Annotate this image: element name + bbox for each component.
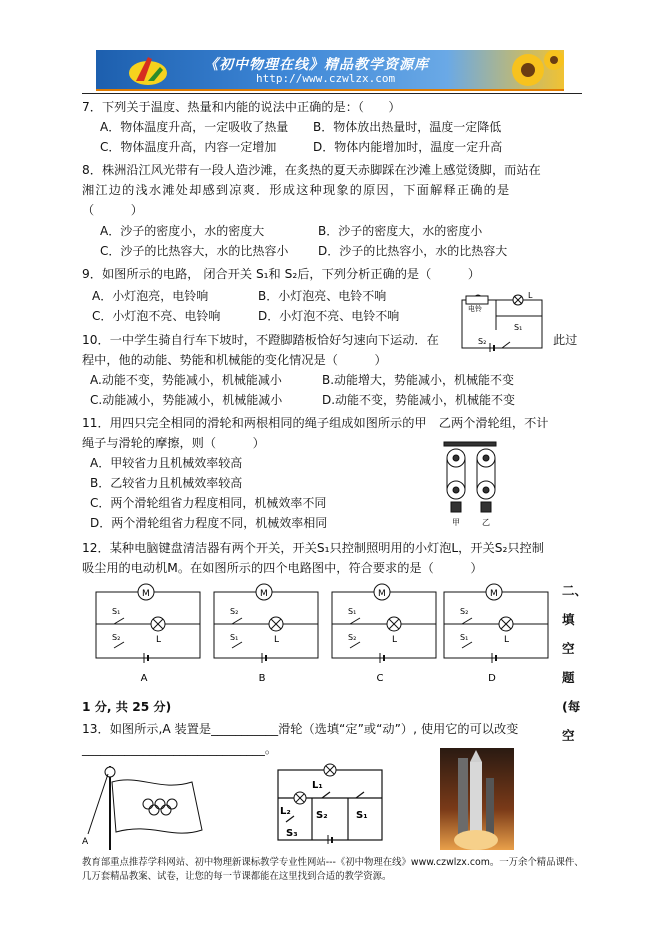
header-rule [82,93,582,94]
circuit-option-label: D [488,673,496,684]
section2-char: 二、 [562,583,588,598]
lamp-label: L [274,635,280,645]
q12-line1: 12．某种电脑键盘清洁器有两个开关，开关S₁只控制照明用的小灯泡L，开关S₂只控制 [82,541,544,555]
q11-option-b: B．乙较省力且机械效率较高 [90,476,243,490]
logo-icon [126,53,170,87]
q10-option-a: A.动能不变，势能减小，机械能减小 [90,373,282,387]
circuit-frame [444,592,548,658]
switch-s1 [462,642,472,648]
rocket-launch-photo [440,748,514,850]
q8-option-a: A．沙子的密度小，水的密度大 [100,224,265,238]
section2-continuation: 1 分, 共 25 分) [82,700,172,714]
q10-option-d: D.动能不变，势能减小，机械能不变 [322,393,516,407]
q8-line3: （ ） [82,203,143,217]
switch-s1-label: S₂ [112,633,121,642]
q13-blank: ______________________________。 [82,742,277,756]
q12-line2: 吸尘用的电动机M。在如图所示的四个电路图中，符合要求的是（ ） [82,561,483,575]
circuit-option-label: B [258,673,266,684]
lamp-label: L [504,635,510,645]
switch-s2-label: S₂ [230,607,239,616]
q10-option-c: C.动能减小，势能减小，机械能减小 [90,393,283,407]
q12-circuit-options [92,582,552,686]
circuit-option-label: A [140,673,148,684]
switch-s1-label: S₁ [460,633,469,642]
switch-s2 [114,618,124,624]
section2-char: 填 [562,612,575,627]
q8-line1: 8．株洲沿江风光带有一段人造沙滩，在炙热的夏天赤脚踩在沙滩上感觉烫脚，而站在 [82,163,541,177]
q9-fig-s2-label: S₂ [478,337,487,346]
circuit-frame [96,592,200,658]
switch-s1 [232,642,242,648]
switch-s1 [114,642,124,648]
header-title: 《初中物理在线》精品教学资源库 [204,57,429,73]
switch-s2-label: S₁ [348,607,357,616]
q11-line1: 11．用四只完全相同的滑轮和两根相同的绳子组成如图所示的甲 乙两个滑轮组，不计 [82,416,549,430]
q9-fig-s1-label: S₁ [514,323,523,332]
q12-circuit-b [210,582,322,686]
q7-option-b: B．物体放出热量时，温度一定降低 [313,120,502,134]
q11-fig-jia-label: 甲 [452,518,460,527]
circuit-frame [214,592,318,658]
q13-fig-s1-label: S₁ [356,810,368,821]
q8-line2: 湘江边的浅水滩处却感到凉爽．形成这种现象的原因，下面解释正确的是 [82,183,511,197]
q13-fig-l2-label: L₂ [280,806,291,817]
switch-s2 [462,618,472,624]
q12-circuit-a [92,582,204,686]
q10-line1a: 10．一中学生骑自行车下坡时，不蹬脚踏板恰好匀速向下运动．在 [82,333,439,347]
motor-label: M [260,589,268,599]
q13-fig-l1-label: L₁ [312,780,323,791]
switch-s1-label: S₂ [348,633,357,642]
q11-option-d: D．两个滑轮组省力程度不同，机械效率相同 [90,516,328,530]
q13-fig-s2-label: S₂ [316,810,328,821]
q9-circuit-figure [456,286,546,352]
q13-stem: 13．如图所示,A 装置是___________滑轮（选填“定”或“动”）, 使用它的可以改变 [82,722,519,736]
q9-fig-bell-label: 电铃 [468,305,482,313]
lamp-label: L [392,635,398,645]
lamp-label: L [156,635,162,645]
section2-char: 题 [562,670,575,685]
q7-option-d: D．物体内能增加时，温度一定升高 [313,140,503,154]
q7-stem: 7．下列关于温度、热量和内能的说法中正确的是：（ ） [82,100,401,114]
q8-option-b: B．沙子的密度大，水的密度小 [318,224,483,238]
circuit-option-label: C [376,673,384,684]
q11-pulley-figure [438,440,508,528]
switch-s2 [350,618,360,624]
q12-circuit-c [328,582,440,686]
q8-option-c: C．沙子的比热容大，水的比热容小 [100,244,289,258]
section2-char: (每 [562,699,581,714]
q11-option-c: C．两个滑轮组省力程度相同，机械效率不同 [90,496,327,510]
sunflower-icon [506,50,564,89]
switch-s2-label: S₂ [460,607,469,616]
header-url: http://www.czwlzx.com [256,72,396,85]
section2-char: 空 [562,641,575,656]
switch-s2 [232,618,242,624]
q10-option-b: B.动能增大，势能减小，机械能不变 [322,373,515,387]
q9-option-c: C．小灯泡不亮、电铃响 [92,309,221,323]
section2-heading [562,576,587,750]
q9-option-a: A．小灯泡亮，电铃响 [92,289,209,303]
q8-option-d: D．沙子的比热容小，水的比热容大 [318,244,508,258]
q7-option-a: A．物体温度升高，一定吸收了热量 [100,120,289,134]
header-banner [96,50,564,91]
switch-s2-label: S₁ [112,607,121,616]
q13-flag-figure [80,762,230,852]
switch-s1 [350,642,360,648]
footer-note: 教育部重点推荐学科网站、初中物理新课标教学专业性网站---《初中物理在线》www.czwlzx.com。一万余个精品课件、几万套精品教案、试卷，让您的每一节课都能在这里找到合适的教学资源。 [82,857,584,882]
q12-circuit-d [440,582,552,686]
circuit-frame [332,592,436,658]
q10-line2: 程中，他的动能、势能和机械能的变化情况是（ ） [82,353,387,367]
q13-fig-a-label: A [82,837,89,847]
q9-stem: 9．如图所示的电路， 闭合开关 S₁和 S₂后，下列分析正确的是（ ） [82,267,481,281]
switch-s1-label: S₁ [230,633,239,642]
motor-label: M [378,589,386,599]
q10-line1b: 此过 [553,333,578,347]
motor-label: M [490,589,498,599]
q9-option-b: B．小灯泡亮、电铃不响 [258,289,387,303]
q11-option-a: A．甲较省力且机械效率较高 [90,456,243,470]
q9-option-d: D．小灯泡不亮、电铃不响 [258,309,400,323]
q11-line2: 绳子与滑轮的摩擦，则（ ） [82,436,265,450]
motor-label: M [142,589,150,599]
q13-fig-s3-label: S₃ [286,828,298,839]
q11-fig-yi-label: 乙 [482,518,490,527]
q13-circuit-figure [272,762,388,844]
q9-fig-l-label: L [528,291,533,300]
section2-char: 空 [562,728,575,743]
q7-option-c: C．物体温度升高，内容一定增加 [100,140,277,154]
